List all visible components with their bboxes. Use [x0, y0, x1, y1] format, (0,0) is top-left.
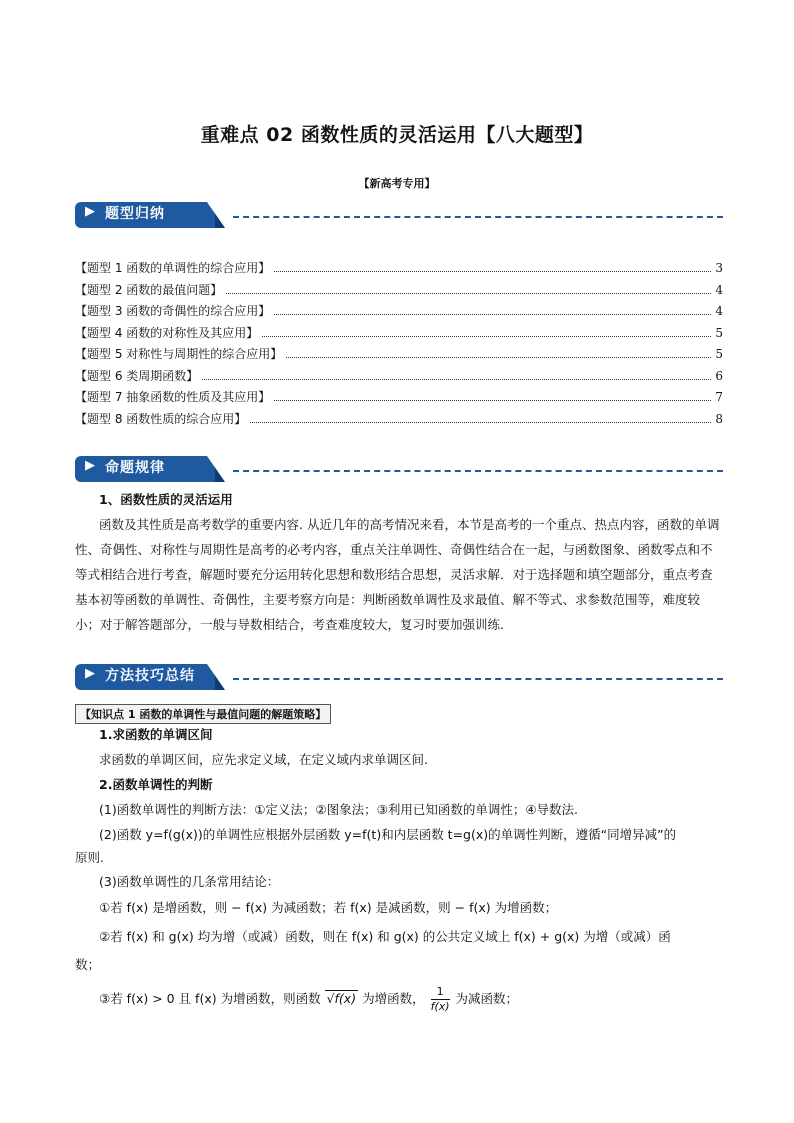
toc-label: 【题型 6 类周期函数】	[75, 368, 199, 383]
section-label: 方法技巧总结	[105, 668, 195, 684]
dashed-divider	[233, 470, 723, 472]
section-header-methods	[75, 660, 723, 694]
page-title: 重难点 02 函数性质的灵活运用【八大题型】	[200, 124, 594, 146]
toc-label: 【题型 2 函数的最值问题】	[75, 282, 223, 297]
sqrt-expression: √f(x)	[326, 991, 357, 1006]
method-text-4: (3)函数单调性的几条常用结论：	[99, 874, 280, 889]
toc-label: 【题型 3 函数的奇偶性的综合应用】	[75, 304, 271, 318]
page-subtitle: 【新高考专用】	[358, 177, 436, 190]
method-text-5: ①若 f(x) 是增函数，则 − f(x) 为减函数；若 f(x) 是减函数，则 − f(x) 为增函数；	[99, 900, 558, 915]
section-label: 题型归纳	[105, 206, 165, 222]
fraction-expression: $\frac{1}{f(x)}$	[430, 985, 450, 1013]
toc-item[interactable]	[75, 259, 723, 281]
section-label: 命题规律	[105, 460, 165, 476]
dashed-divider	[233, 216, 723, 218]
toc-page: 5	[715, 325, 723, 340]
toc-item[interactable]	[75, 410, 723, 432]
toc-item[interactable]	[75, 281, 723, 303]
toc-label: 【题型 4 函数的对称性及其应用】	[75, 325, 259, 340]
method-text-2: (1)函数单调性的判断方法：①定义法；②图象法；③利用已知函数的单调性；④导数法.	[99, 802, 579, 817]
toc-item[interactable]	[75, 302, 723, 324]
dashed-divider	[233, 678, 723, 680]
rule-heading: 1、函数性质的灵活运用	[99, 492, 233, 507]
toc-label: 【题型 5 对称性与周期性的综合应用】	[75, 347, 283, 361]
toc-page: 4	[715, 304, 723, 318]
toc-page: 6	[715, 368, 723, 383]
toc-page: 5	[715, 347, 723, 361]
toc-page: 3	[715, 261, 723, 275]
toc-page: 7	[715, 390, 723, 404]
rule-body: 函数及其性质是高考数学的重要内容. 从近几年的高考情况来看，本节是高考的一个重点、热点内容，函数的单调性、奇偶性、对称性与周期性是高考的必考内容，重点关注单调性、奇偶性结合在一起，与函数图象、函数零点和不等式相结合进行考查，解题时要充分运用转化思想和数形结合思想，灵活求解．对于选择题和填空题部分，重点考查基本初等函数的单调性、奇偶性，主要考察方向是：判断函数单调性及求最值、解不等式、求参数范围等，难度较小；对于解答题部分，一般与导数相结合，考查难度较大，复习时要加强训练.	[75, 517, 720, 632]
toc-page: 4	[715, 282, 723, 297]
method-heading-1: 1.求函数的单调区间	[99, 727, 213, 742]
method-text-6b: 数；	[75, 957, 101, 972]
toc-item[interactable]	[75, 388, 723, 410]
toc-item[interactable]	[75, 367, 723, 389]
knowledge-point-label: 【知识点 1 函数的单调性与最值问题的解题策略】	[75, 704, 331, 724]
play-arrow-icon: ▶	[85, 458, 95, 473]
method-text-1: 求函数的单调区间，应先求定义域，在定义域内求单调区间.	[99, 752, 428, 767]
toc-label: 【题型 7 抽象函数的性质及其应用】	[75, 390, 271, 404]
play-arrow-icon: ▶	[85, 204, 95, 219]
method-text-3a: (2)函数 y=f(g(x))的单调性应根据外层函数 y=f(t)和内层函数 t=g(x)的单调性判断，遵循“同增异减”的	[99, 827, 677, 842]
play-arrow-icon: ▶	[85, 666, 95, 681]
method-heading-2: 2.函数单调性的判断	[99, 777, 213, 792]
toc-label: 【题型 1 函数的单调性的综合应用】	[75, 261, 271, 275]
method-text-6a: ②若 f(x) 和 g(x) 均为增（或减）函数，则在 f(x) 和 g(x) 的公共定义域上 f(x) + g(x) 为增（或减）函	[99, 929, 671, 944]
table-of-contents	[75, 259, 723, 431]
toc-page: 8	[715, 411, 723, 426]
method-text-3b: 原则.	[75, 850, 104, 865]
method-text-7: ③若 f(x) > 0 且 f(x) 为增函数，则函数 √f(x) 为增函数， $\frac{1}{f(x)}$ 为减函数；	[99, 985, 519, 1013]
section-header-question-types	[75, 198, 723, 232]
section-header-exam-patterns	[75, 452, 723, 486]
toc-label: 【题型 8 函数性质的综合应用】	[75, 411, 247, 426]
toc-item[interactable]	[75, 345, 723, 367]
toc-item[interactable]	[75, 324, 723, 346]
